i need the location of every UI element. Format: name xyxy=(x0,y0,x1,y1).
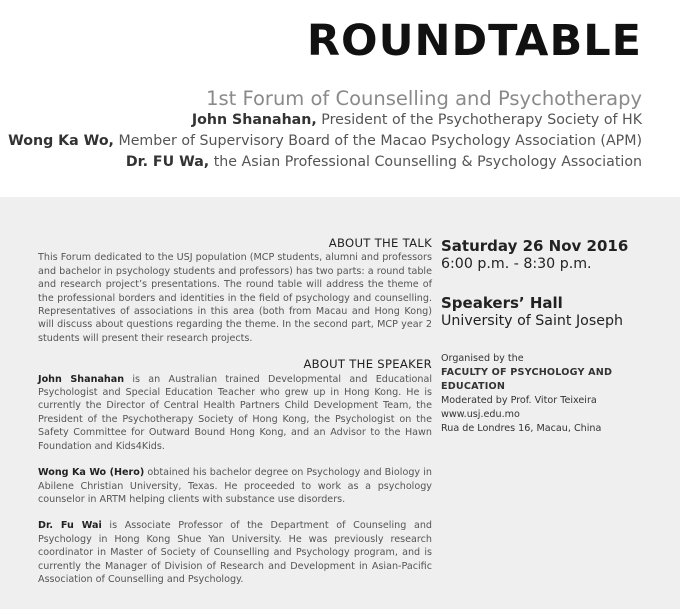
bio-name: Wong Ka Wo (Hero) xyxy=(38,467,145,479)
speaker-line xyxy=(126,154,642,170)
speaker-line xyxy=(192,112,642,128)
speaker-bio xyxy=(38,519,432,586)
event-time: 6:00 p.m. - 8:30 p.m. xyxy=(441,256,592,272)
about-column xyxy=(38,237,432,599)
speaker-bio xyxy=(38,466,432,506)
bio-name: John Shanahan xyxy=(38,373,125,385)
speaker-name: Wong Ka Wo, xyxy=(8,133,114,149)
bio-text: obtained his bachelor degree on Psychology and Biology in Abilene Christian University, Texas. He proceeded to work as a psychology counselor in ARTM helping clients with substance use disorders. xyxy=(38,467,432,505)
organised-by: Organised by the xyxy=(441,353,524,364)
bio-text: is an Australian trained Developmental and Educational Psychologist and Special Education Teacher who grew up in Hong Kong. He is currently the Director of Central Health Partners Child Development Team, the President of the Psychotherapy Society of Hong Kong, the Psychologist on the Safety Committee for Outward Bound Hong Kong, and an Advisor to the Hawn Foundation and Kids4Kids. xyxy=(38,373,433,452)
event-institution: University of Saint Joseph xyxy=(441,313,623,329)
faculty-name: FACULTY OF PSYCHOLOGY AND EDUCATION xyxy=(441,367,613,392)
bio-name: Dr. Fu Wai xyxy=(38,520,102,532)
speaker-name: Dr. FU Wa, xyxy=(125,154,210,170)
speaker-bio xyxy=(38,373,432,453)
event-venue: Speakers’ Hall xyxy=(441,294,563,312)
organiser-info xyxy=(441,352,661,436)
moderator: Moderated by Prof. Vitor Teixeira xyxy=(441,395,597,406)
event-date: Saturday 26 Nov 2016 xyxy=(441,237,629,255)
speaker-role: the Asian Professional Counselling & Psychology Association xyxy=(209,154,642,170)
header-section xyxy=(0,0,680,197)
speaker-role: Member of Supervisory Board of the Macao Psychology Association (APM) xyxy=(113,133,642,149)
page-title: ROUNDTABLE xyxy=(306,16,642,66)
about-talk-text: This Forum dedicated to the USJ population (MCP students, alumni and professors and bachelor in psychology students and professors) has two parts: a round table and research project’s presentations. The round table will address the theme of the professional borders and identities in the field of psychology and counselling. Representatives of associations in this area (both from Macau and Hong Kong) will discuss about questions regarding the theme. In the second part, MCP year 2 students will present their research projects. xyxy=(38,252,432,344)
forum-subtitle: 1st Forum of Counselling and Psychotherapy xyxy=(206,87,642,110)
bio-text: is Associate Professor of the Department of Counseling and Psychology in Hong Kong Shue Yan University. He was previously research coordinator in Master of Society of Counselling and Psychology program, and is currently the Manager of Division of Research and Development in Asian-Pacific Association of Counselling and Psychology. xyxy=(38,520,432,585)
about-talk-heading: ABOUT THE TALK xyxy=(328,236,432,250)
content-section xyxy=(0,197,680,609)
website-link[interactable]: www.usj.edu.mo xyxy=(441,409,520,420)
speaker-name: John Shanahan, xyxy=(191,112,317,128)
address: Rua de Londres 16, Macau, China xyxy=(441,423,602,434)
about-speaker-heading: ABOUT THE SPEAKER xyxy=(303,357,432,372)
speaker-line xyxy=(8,133,642,149)
event-info-column xyxy=(441,237,661,436)
speaker-role: President of the Psychotherapy Society of HK xyxy=(316,112,642,128)
